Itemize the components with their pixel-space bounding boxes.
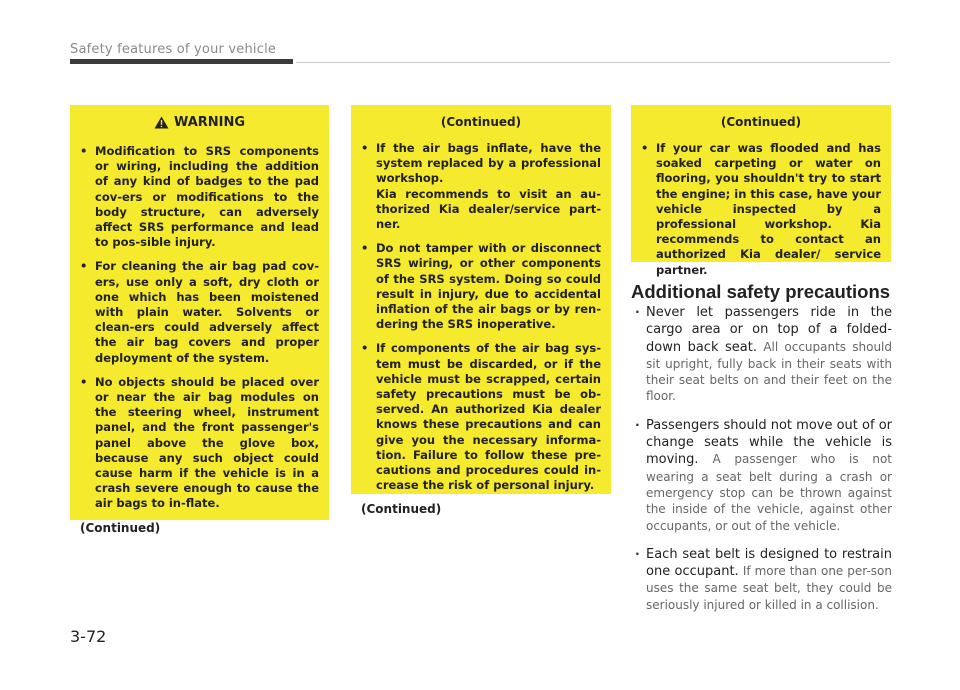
continued-label-top: (Continued) [720, 115, 802, 129]
warning-box-3 [631, 105, 891, 277]
warning-list-1 [80, 144, 319, 512]
precaution-lead: Never let passengers ride in the cargo area or on top of a folded-down back seat. [646, 305, 892, 355]
precaution-lead: Each seat belt is designed to restrain one occupant. [646, 546, 892, 580]
warning-heading [80, 115, 319, 130]
precaution-text: A passenger who is not wearing a seat belt during a crash or emergency stop can be thrown against the inside of the vehicle, against other occupants, or out of the vehicle. [646, 452, 892, 533]
continued-label-bottom: (Continued) [361, 502, 442, 517]
list-item: • If the air bags inflate, have the system replaced by a professional workshop. Kia recommends to visit an au-thorized Kia dealer/service part-ner. [361, 141, 601, 232]
continued-label: (Continued) [80, 520, 161, 535]
list-item: • Do not tamper with or disconnect SRS wiring, or other components of the SRS system. Doing so could result in injury, due to accidental inflation of the air bags or by ren-dering the SRS inoperative. [361, 241, 601, 332]
list-item: • For cleaning the air bag pad cov-ers, use only a soft, dry cloth or one which has been moistened with plain water. Solvents or clean-ers could adversely affect the air bag covers and proper deployment of the system. [80, 259, 319, 365]
continued-label-top: (Continued) [440, 115, 522, 129]
list-item [634, 417, 892, 534]
warning-box-2 [351, 105, 611, 517]
warning-triangle-icon [154, 116, 169, 129]
precautions-list [634, 304, 892, 625]
header-divider [296, 62, 890, 63]
precaution-lead: Passengers should not move out of or change seats while the vehicle is moving. [646, 417, 892, 468]
warning-box-1 [70, 105, 329, 535]
precaution-text: All occupants should sit upright, fully back in their seats with their seat belts on and their feet on the floor. [646, 339, 892, 404]
list-item: • No objects should be placed over or near the air bag modules on the steering wheel, instrument panel, and the front passenger's panel above the glove box, because any such object could cause harm if the vehicle is in a crash severe enough to cause the air bags to in-flate. [80, 375, 319, 512]
list-item: • If components of the air bag sys-tem must be discarded, or if the vehicle must be scrapped, certain safety precautions must be ob-served. An authorized Kia dealer knows these precautions and can give you the necessary informa-tion. Failure to follow these pre-cautions and procedures could in-crease the risk of personal injury. [361, 341, 601, 493]
header-accent-bar [70, 59, 293, 64]
list-item [634, 546, 892, 613]
list-item: • Modification to SRS components or wiring, including the addition of any kind of badges to the pad cov-ers or modifications to the body structure, can adversely affect SRS performance and lead to pos-sible injury. [80, 144, 319, 250]
list-item: • If your car was flooded and has soaked carpeting or water on flooring, you shouldn't try to start the engine; in this case, have your vehicle inspected by a professional workshop. Kia recommends to contact an authorized Kia dealer/ service partner. [641, 141, 881, 278]
section-header-title: Safety features of your vehicle [70, 42, 277, 57]
section-title: Additional safety precautions [631, 281, 891, 302]
warning-list-3 [641, 141, 881, 278]
page-number: 3-72 [70, 627, 107, 646]
warning-title: WARNING [173, 115, 246, 130]
warning-list-2 [361, 141, 601, 493]
list-item [634, 304, 892, 405]
precaution-text: If more than one per-son uses the same seat belt, they could be seriously injured or killed in a collision. [646, 564, 892, 612]
